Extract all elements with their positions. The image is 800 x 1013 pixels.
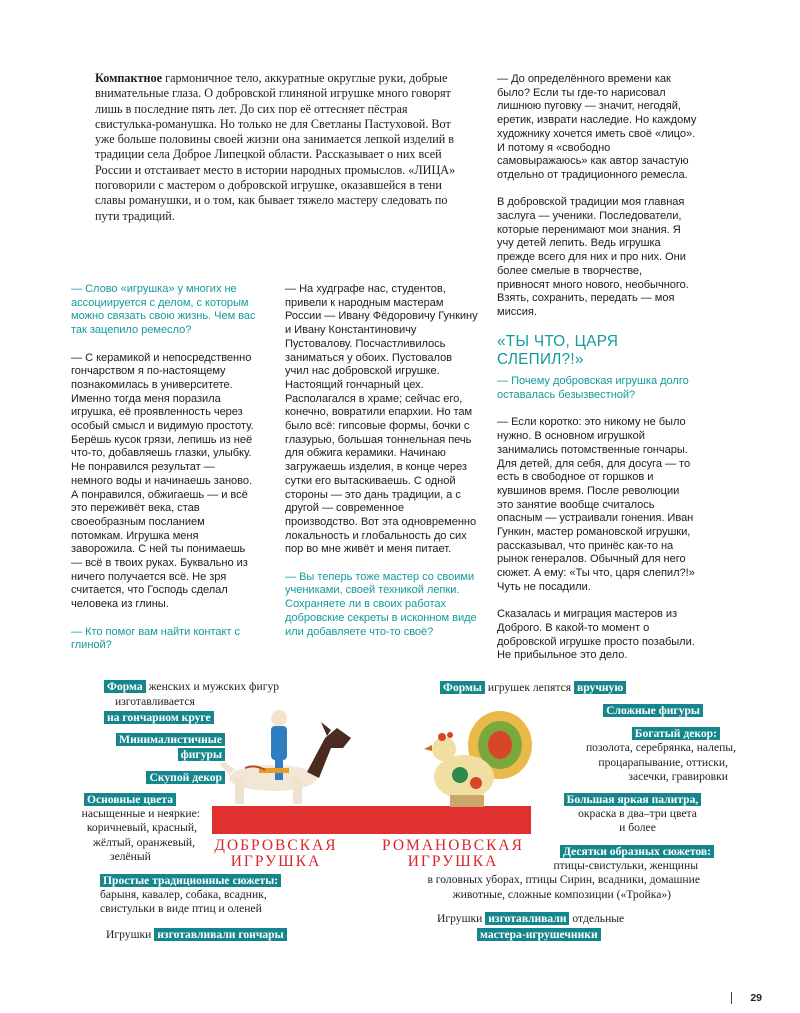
answer-3b: В добровской традиции моя главная заслуга — ученики. Последователи, которые перенимают мои знания. Я учу детей лепить. Ведь игрушка прежде всего для них и про них. Они более смелые в творчестве, привносят много нового, необычного. Взять, сохранить, передать — моя миссия. — [497, 196, 689, 318]
dobrov-minimal — [95, 733, 225, 786]
romanov-complex — [520, 704, 736, 784]
tag-many-plots: Десятки образных сюжетов: — [560, 845, 714, 858]
tag-toy-masters: мастера-игрушечники — [477, 928, 601, 941]
romanov-forms — [440, 681, 680, 695]
question-2: — Кто помог вам найти контакт с глиной? — [71, 625, 240, 652]
dobrov-title-line2: ИГРУШКА — [230, 853, 322, 870]
dobrov-colors — [60, 793, 200, 864]
r-makers-text1: Игрушки — [437, 912, 483, 925]
tag-forms: Формы — [440, 681, 485, 694]
answer-4: — Если коротко: это никому не было нужно. В основном игрушкой занимались потомственные гончары. Для детей, для себя, для досуга — то есть в свободное от горшков и кувшинов время. После революции это занятие вообще считалось опасным — устраивали гонения. Иван Гункин, мастер романовской игрушки, рассказывал, что принёс как-то на рынок генералов. Обычный для него сюжет. А ему: «Ты что, царя слепил?!» Чуть не посадили. — [497, 416, 695, 593]
palette-text1: окраска в два–три цвета — [578, 807, 697, 821]
r-plots-text1: птицы-свистульки, женщины — [553, 859, 698, 873]
answer-4b: Сказалась и миграция мастеров из Доброго. В какой-то момент о добровской игрушке просто позабыли. Не прибыльное это дело. — [497, 608, 695, 662]
answer-3: — До определённого времени как было? Если ты где-то нарисовал лишнюю пуговку — значит, негодяй, еретик, изврати наследие. Но каждому художнику хочется иметь своё «лицо». И потому я «свободно самовыражаюсь» как автор зачастую отдельно от традиционного ремесла. — [497, 73, 697, 181]
tag-minimal-2: фигуры — [178, 748, 225, 761]
r-plots-text3: животные, сложные композиции («Тройка») — [452, 887, 671, 901]
tag-complex-figures: Сложные фигуры — [603, 704, 703, 717]
dobrov-plots — [100, 874, 320, 917]
dobrov-makers — [106, 928, 326, 942]
dobrov-title — [210, 838, 342, 870]
tag-by-hand: вручную — [574, 681, 626, 694]
page-number-divider — [731, 992, 732, 1004]
red-band-right — [373, 806, 531, 834]
colors-text1: насыщенные и неяркие: — [81, 807, 200, 821]
rich-text1: позолота, серебрянка, налепы, — [585, 741, 736, 755]
dobrov-facts — [104, 680, 324, 726]
section-heading: «ТЫ ЧТО, ЦАРЯ СЛЕПИЛ?!» — [497, 333, 619, 369]
romanov-plots — [380, 845, 714, 902]
tag-rich-decor: Богатый декор: — [632, 727, 720, 740]
tag-minimal-1: Минималистичные — [116, 733, 225, 746]
plots-text1: барыня, кавалер, собака, всадник, — [100, 888, 267, 902]
romanov-title-line2: ИГРУШКА — [407, 853, 499, 870]
page-number: 29 — [750, 992, 762, 1004]
tag-pottery-wheel: на гончарном круге — [104, 711, 214, 724]
plots-text2: свистульки в виде птиц и оленей — [100, 902, 262, 916]
makers-text: Игрушки — [106, 928, 152, 941]
romanov-title-line1: РОМАНОВСКАЯ — [382, 837, 524, 854]
palette-text2: и более — [619, 821, 656, 835]
intro-paragraph — [95, 71, 467, 224]
rich-text3: засечки, гравировки — [628, 769, 728, 783]
romanov-palette — [520, 793, 720, 836]
forma-text1: женских и мужских фигур — [148, 680, 280, 693]
tag-made: изготавливали — [485, 912, 569, 925]
r-makers-text2: отдельные — [572, 912, 625, 925]
rich-text2: процарапывание, оттиски, — [598, 755, 728, 769]
tag-scant-decor: Скупой декор — [146, 771, 225, 784]
intro-text: гармоничное тело, аккуратные округлые руки, добрые внимательные глаза. О добровской глиняной игрушке много говорят лишь в последние пять лет. До сих пор её оттесняет пёстрая свистулька-романушка. Но только не для Светланы Пастуховой. Вот уже больше половины своей жизни она занимается лепкой изделий в традиции села Доброе Липецкой области. Рассказывает о них всей России и отстаивает место в истории народных промыслов. «ЛИЦА» поговорили с мастером о добровской игрушке, оказавшейся в тени славы романушки, и о том, как бывает тяжело мастеру следовать по пути традиций. — [95, 71, 456, 223]
question-1: — Слово «игрушка» у многих не ассоциируется с делом, с которым можно связать свою жизнь. Чем вас так зацепило ремесло? — [71, 283, 256, 337]
answer-2: — На худграфе нас, студентов, привели к народным мастерам России — Ивану Фёдоровичу Гункину и Ивану Константиновичу Пустовалову. Посчастливилось заниматься у обоих. Пустовалов учил нас добровской игрушке. Настоящий гончарный цех. Располагался в храме; сейчас его, конечно, вовратили епархии. Но там было всё: гипсовые формы, бочки с глазурью, большая тоннельная печь для обжига керамики. Начинаю загружаешь изделия, в конце через сутки его вытаскиваешь. С одной стороны — это дань традиции, а с другой — современное производство. Вот эта одновременно локальность и глобальность до сих пор во мне живёт и меня питает. — [285, 283, 478, 556]
forms-text: игрушек лепятся — [487, 681, 572, 694]
colors-text3: жёлтый, оранжевый, — [92, 835, 195, 849]
tag-makers-potters: изготавливали гончары — [154, 928, 286, 941]
tag-main-colors: Основные цвета — [84, 793, 176, 806]
tag-simple-plots: Простые традиционные сюжеты: — [100, 874, 281, 887]
red-band-left — [212, 806, 373, 834]
colors-text2: коричневый, красный, — [86, 821, 197, 835]
colors-text4: зелёный — [110, 849, 151, 863]
question-4: — Почему добровская игрушка долго оставалась безызвестной? — [497, 375, 689, 402]
column-1 — [71, 283, 259, 653]
tag-bright-palette: Большая яркая палитра, — [564, 793, 702, 806]
forma-text2: изготавливается — [115, 695, 195, 709]
question-3: — Вы теперь тоже мастер со своими учениками, своей техникой лепки. Сохраняете ли в своих работах добровские секреты в исконном виде или добавляете что-то своё? — [285, 570, 477, 638]
romanov-makers — [430, 912, 700, 942]
column-2 — [285, 283, 478, 639]
column-3 — [497, 73, 697, 663]
r-plots-text2: в головных уборах, птицы Сирин, всадники, домашние — [427, 873, 700, 887]
dobrov-title-line1: ДОБРОВСКАЯ — [214, 837, 338, 854]
tag-forma: Форма — [104, 680, 146, 693]
intro-lead: Компактное — [95, 71, 163, 85]
answer-1: — С керамикой и непосредственно гончарством я по-настоящему познакомилась в университете. Именно тогда меня поразила игрушка, её проявленность через особый смысл и видимую простоту. Берёшь кусок грязи, лепишь из неё что-то, добавляешь глазки, улыбку. Не понравился результат — немного воды и начинаешь заново. А понравился, обжигаешь — и всё это переживёт века, став своеобразным посланием потомкам. Игрушка меня заворожила. С ней ты понимаешь — всё в твоих руках. Буквально из ничего получается всё. Не зря считается, что Господь сделал человека из глины. — [71, 351, 254, 611]
